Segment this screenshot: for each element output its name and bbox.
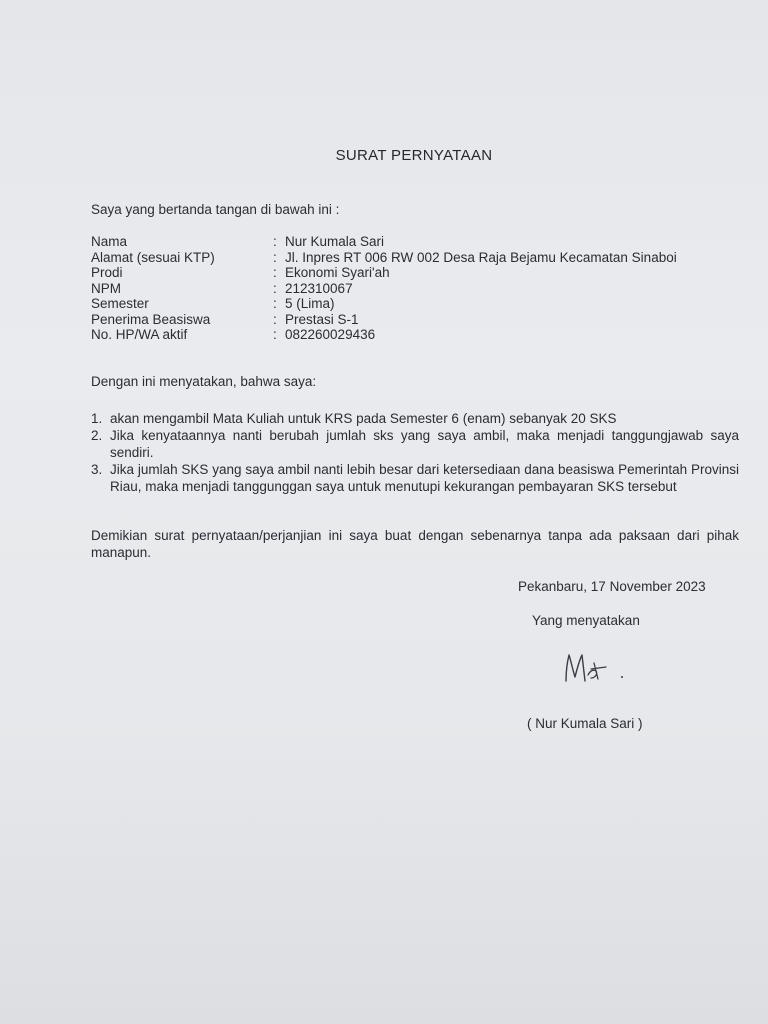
field-label: NPM xyxy=(91,280,121,296)
signer-name: ( Nur Kumala Sari ) xyxy=(527,716,643,731)
field-row-prodi xyxy=(91,265,761,281)
field-value: 082260029436 xyxy=(285,327,376,342)
field-row-npm xyxy=(91,281,761,297)
list-text: Jika jumlah SKS yang saya ambil nanti lebih besar dari ketersediaan dana beasiswa Pemerintah Provinsi Riau, maka menjadi tanggunggan saya untuk menutupi kekurangan pembayaran SKS tersebut xyxy=(110,462,739,494)
letter-title: SURAT PERNYATAAN xyxy=(335,147,493,164)
field-label: No. HP/WA aktif xyxy=(91,327,188,342)
field-separator: : xyxy=(273,296,277,311)
list-text: Jika kenyataannya nanti berubah jumlah sks yang saya ambil, maka menjadi tanggungjawab saya sendiri. xyxy=(110,428,739,460)
intro-text: Saya yang bertanda tangan di bawah ini : xyxy=(91,202,340,217)
statement-text: Dengan ini menyatakan, bahwa saya: xyxy=(91,374,317,389)
field-label: Nama xyxy=(91,234,128,249)
stated-by-label: Yang menyatakan xyxy=(532,613,640,628)
statement-points xyxy=(91,410,739,495)
list-number: 2. xyxy=(91,428,103,443)
field-separator: : xyxy=(273,265,277,280)
list-item xyxy=(91,427,739,461)
identity-fields xyxy=(91,234,761,343)
field-row-semester xyxy=(91,296,761,312)
field-value: Jl. Inpres RT 006 RW 002 Desa Raja Bejamu Kecamatan Sinaboi xyxy=(285,249,677,265)
field-row-scholarship xyxy=(91,312,761,328)
field-value: Nur Kumala Sari xyxy=(285,234,385,249)
field-separator: : xyxy=(273,234,277,249)
field-row-address xyxy=(91,250,761,266)
field-label: Penerima Beasiswa xyxy=(91,311,211,327)
closing-text: Demikian surat pernyataan/perjanjian ini saya buat dengan sebenarnya tanpa ada paksaan dari pihak manapun. xyxy=(91,528,739,560)
field-value: 212310067 xyxy=(285,280,353,296)
field-value: 5 (Lima) xyxy=(285,296,335,311)
field-row-phone xyxy=(91,327,761,343)
field-separator: : xyxy=(273,311,277,327)
field-separator: : xyxy=(273,280,277,296)
field-row-name xyxy=(91,234,761,250)
place-date: Pekanbaru, 17 November 2023 xyxy=(518,579,706,594)
list-number: 3. xyxy=(91,462,103,477)
handwritten-signature xyxy=(558,645,638,689)
field-label: Semester xyxy=(91,296,149,311)
field-separator: : xyxy=(273,249,277,265)
list-item xyxy=(91,410,739,427)
field-value: Ekonomi Syari'ah xyxy=(285,265,390,280)
list-item xyxy=(91,461,739,495)
field-label: Alamat (sesuai KTP) xyxy=(91,249,215,265)
field-separator: : xyxy=(273,327,277,342)
list-text: akan mengambil Mata Kuliah untuk KRS pada Semester 6 (enam) sebanyak 20 SKS xyxy=(110,411,617,426)
list-number: 1. xyxy=(91,411,103,426)
field-label: Prodi xyxy=(91,265,123,280)
field-value: Prestasi S-1 xyxy=(285,311,359,327)
